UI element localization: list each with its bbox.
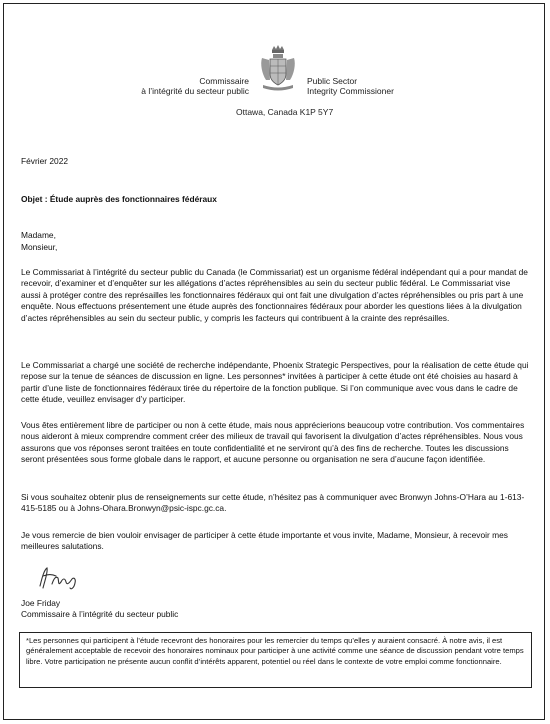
coat-of-arms-icon [258, 44, 298, 92]
paragraph-contact: Si vous souhaitez obtenir plus de renseignements sur cette étude, n’hésitez pas à communiquer avec Bronwyn Johns-O’Hara au 1-613-415-5185 ou à Johns-Ohara.Bronwyn@psic-ispc.gc.ca. [21, 492, 525, 514]
paragraph-closing: Je vous remercie de bien vouloir envisager de participer à cette étude importante et vous invite, Madame, Monsieur, à recevoir mes meilleures salutations. [21, 530, 508, 552]
signer-title: Commissaire à l’intégrité du secteur public [21, 609, 179, 619]
letter-date: Février 2022 [21, 156, 69, 166]
letterhead-french [141, 76, 249, 96]
letter-page [3, 3, 545, 720]
salutation-line-1: Madame, [21, 230, 56, 240]
letterhead-fr-line1: Commissaire [199, 76, 249, 86]
letterhead [4, 42, 546, 102]
letterhead-address: Ottawa, Canada K1P 5Y7 [236, 107, 334, 117]
letterhead-fr-line2: à l’intégrité du secteur public [141, 86, 249, 96]
letterhead-en-line2: Integrity Commissioner [307, 86, 394, 96]
footnote-text: *Les personnes qui participent à l’étude recevront des honoraires pour les remercier du temps qu’elles y auraient consacré. À notre avis, il est généralement acceptable de recevoir des honoraires nominaux pour participer à une activité comme une séance de discussion pendant votre temps libre. Votre participation ne présente aucun conflit d’intérêts apparent, potentiel ou réel dans le contexte de votre emploi comme fonctionnaire. [26, 636, 524, 666]
paragraph-research-firm: Le Commissariat a chargé une société de recherche indépendante, Phoenix Strategic Perspectives, pour la réalisation de cette étude qui repose sur la tenue de séances de discussion en ligne. Les personnes* invitées à participer à cette étude ont été choisies au hasard à partir d’une liste de fonctionnaires fédéraux tirée du répertoire de la fonction publique. Si l’on communique avec vous dans le cadre de cette étude, veuillez envisager d’y participer. [21, 360, 529, 405]
letterhead-en-line1: Public Sector [307, 76, 358, 86]
paragraph-mandate: Le Commissariat à l’intégrité du secteur public du Canada (le Commissariat) est un organisme fédéral indépendant qui a pour mandat de recevoir, d’examiner et d’enquêter sur les allégations d’actes répréhensibles au sein du secteur public fédéral. Le Commissariat vise aussi à protéger contre des représailles les fonctionnaires fédéraux qui ont fait une divulgation d’actes répréhensibles ou pris part à une enquête. Nous effectuons présentement une étude auprès des fonctionnaires fédéraux pour aborder les questions liées à la divulgation d’actes répréhensibles au sein du secteur public, y compris les facteurs qui contribuent à la crainte des représailles. [21, 267, 528, 323]
handwritten-signature [34, 564, 84, 592]
letterhead-english [307, 76, 394, 96]
letter-subject: Objet : Étude auprès des fonctionnaires fédéraux [21, 194, 217, 204]
paragraph-confidentiality: Vous êtes entièrement libre de participer ou non à cette étude, mais nous apprécierions beaucoup votre contribution. Vos commentaires nous aideront à mieux comprendre comment créer des milieux de travail qui favorisent la divulgation d’actes répréhensibles. Nous vous assurons que vos réponses seront traitées en toute confidentialité et ne serviront qu’à des fins de recherche. Toutes les discussions seront présentées sous forme globale dans le rapport, et aucune personne ou organisation ne sera d’aucune façon identifiée. [21, 420, 525, 465]
signer-name: Joe Friday [21, 598, 61, 608]
salutation-line-2: Monsieur, [21, 242, 58, 252]
footnote-box [19, 632, 532, 688]
